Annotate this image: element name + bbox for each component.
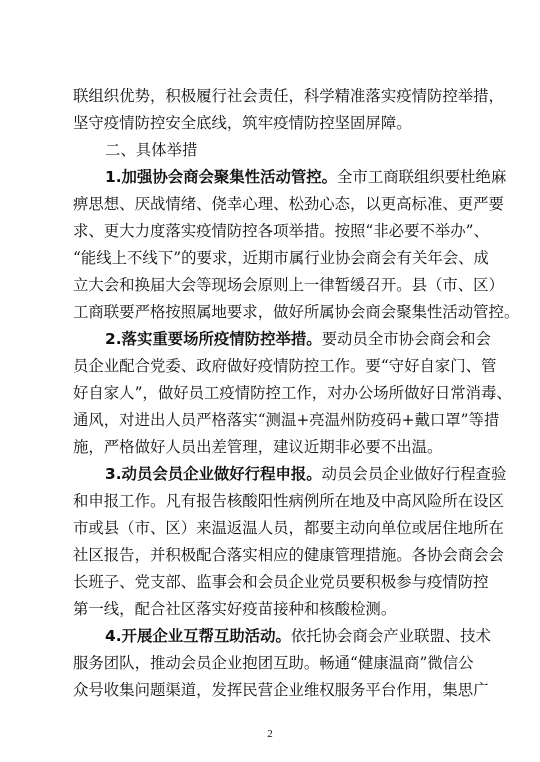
body-line: 市或县（市、区）来温返温人员，都要主动向单位或居住地所在 [73,519,504,537]
section-heading: 二、具体举措 [105,141,198,159]
item-1-heading: 1.加强协会商会聚集性活动管控。 [105,168,338,186]
body-line: 好自家人”，做好员工疫情防控工作，对办公场所做好日常消毒、 [73,384,512,402]
body-line: 长班子、党支部、监事会和会员企业党员要积极参与疫情防控 [73,573,489,591]
body-line: 通风，对进出人员严格落实“测温+亮温州防疫码+戴口罩”等措 [73,411,500,429]
body-line: 工商联要严格按照属地要求，做好所属协会商会聚集性活动管控。 [73,303,520,321]
body-line: 和申报工作。凡有报告核酸阳性病例所在地及中高风险所在设区 [73,492,504,510]
body-line: 众号收集问题渠道，发挥民营企业维权服务平台作用，集思广 [73,681,489,699]
body-line: 员企业配合党委、政府做好疫情防控工作。要“守好自家门、管 [73,357,497,375]
body-line: 服务团队，推动会员企业抱团互助。畅通“健康温商”微信公 [73,654,474,672]
item-3-heading: 3.动员会员企业做好行程申报。 [105,465,322,483]
body-line: 痹思想、厌战情绪、侥幸心理、松劲心态，以更高标准、更严要 [73,195,504,213]
body-line: 施，严格做好人员出差管理，建议近期非必要不出温。 [73,438,443,456]
paragraph-1-first-line: 1.加强协会商会聚集性活动管控。全市工商联组织要杜绝麻 [105,168,507,186]
body-line: “能线上不线下”的要求，近期市属行业协会商会有关年会、成 [73,249,489,267]
item-2-heading: 2.落实重要场所疫情防控举措。 [105,330,322,348]
body-line: 联组织优势，积极履行社会责任，科学精准落实疫情防控举措， [73,87,504,105]
paragraph-2-first-line: 2.落实重要场所疫情防控举措。要动员全市协会商会和会 [105,330,491,348]
item-4-heading: 4.开展企业互帮互助活动。 [105,627,291,645]
body-line: 求、更大力度落实疫情防控各项举措。按照“非必要不举办”、 [73,222,489,240]
paragraph-3-first-line: 3.动员会员企业做好行程申报。动员会员企业做好行程查验 [105,465,507,483]
body-line: 立大会和换届大会等现场会原则上一律暂缓召开。县（市、区） [73,276,504,294]
body-line: 社区报告，并积极配合落实相应的健康管理措施。各协会商会会 [73,546,504,564]
page-number: 2 [267,728,273,740]
paragraph-4-first-line: 4.开展企业互帮互助活动。依托协会商会产业联盟、技术 [105,627,491,645]
body-line: 坚守疫情防控安全底线，筑牢疫情防控坚固屏障。 [73,114,412,132]
body-line: 第一线，配合社区落实好疫苗接种和核酸检测。 [73,600,397,618]
